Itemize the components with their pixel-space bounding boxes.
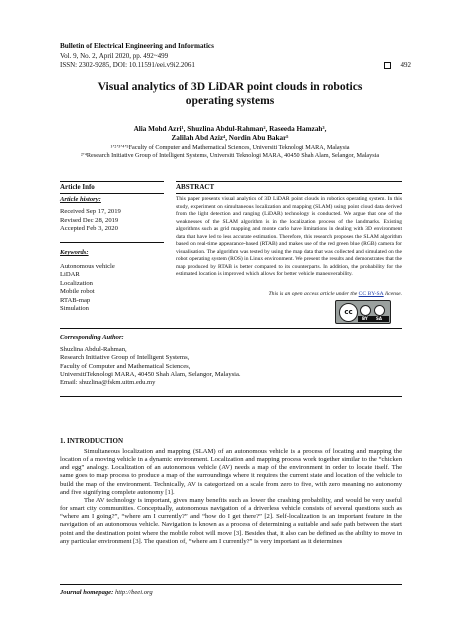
journal-name: Bulletin of Electrical Engineering and Informatics	[60, 42, 214, 50]
journal-homepage: Journal homepage: http://beei.org	[60, 589, 153, 596]
volume-info: Vol. 9, No. 2, April 2020, pp. 492~499	[60, 52, 169, 60]
homepage-url[interactable]: http://beei.org	[114, 589, 153, 596]
divider	[60, 242, 164, 243]
affiliation-line-2: ²ʼ⁴Research Initiative Group of Intelligent Systems, Universiti Teknologi MARA, 40450 Shah Alam, Selangor, Malaysia	[80, 152, 380, 159]
corresponding-faculty: Faculty of Computer and Mathematical Sciences,	[60, 362, 191, 370]
keyword: Localization	[60, 279, 93, 287]
keywords-list	[60, 263, 160, 313]
keyword: LiDAR	[60, 271, 80, 279]
divider	[60, 193, 164, 194]
intro-paragraph-1: Simultaneous localization and mapping (SLAM) of an autonomous vehicle is a process of locating and mapping the location of a moving vehicle in a dynamic environment. Localization and mapping process work together similar to the “chicken and egg” analogy. Localization of an autonomous vehicle (AV) needs a map of the environment in order to locate itself. The same goes to map process to produce a map of the surroundings where it requires the current state and location of the vehicle to build the map of the environment. Technically, AV is categorized on a scale from zero to five, with zero meaning no autonomy and five signifying complete autonomy [1].	[60, 448, 402, 496]
affiliation-line-1: ¹ʼ²ʼ³ʼ⁴ʼ⁵Faculty of Computer and Mathematical Sciences, Universiti Teknologi MARA, Malaysia	[110, 144, 350, 151]
history-heading: Article history:	[60, 196, 101, 203]
cc-by-sa-badge-icon[interactable]	[335, 300, 391, 324]
abstract-heading: ABSTRACT	[176, 183, 215, 191]
license-link[interactable]: CC BY-SA	[358, 291, 384, 297]
open-access-note	[176, 291, 402, 297]
divider	[60, 396, 402, 397]
abstract-text: This paper presents visual analytics of 3D LiDAR point clouds in robotics operating system. In this study, experiment on simultaneous localization and mapping (SLAM) using point cloud data derived from the light detection and ranging (LiDAR) technology is conducted. We argue that one of the weaknesses of the SLAM algorithm is in the localization process of the landmarks. Existing algorithms such as grid mapping and monte carlo have limitations in dealing with 3D environment data that have led to less accurate estimation. Therefore, this research proposes the SLAM algorithm based on real-time appearance-based (RTAB) and makes use of the red green blue (RGB) camera for visualisation. The algorithm was tested by using the map data that was collected and simulated on the robot operating system (ROS) in Linux environment. We present the results and demonstrates that the map produced by RTAB is better compared to its counterparts. In addition, the probability for the estimated location is improved which allows for better vehicle maneuverability.	[176, 196, 402, 277]
homepage-label: Journal homepage	[60, 589, 112, 596]
authors	[60, 125, 400, 143]
open-access-prefix: This is an open access article under the	[268, 291, 359, 297]
corresponding-group: Research Initiative Group of Intelligent Systems,	[60, 354, 190, 362]
keyword: Autonomous vehicle	[60, 263, 115, 270]
badge-sa-label: SA	[376, 316, 382, 321]
divider	[176, 181, 402, 182]
corresponding-name: Shuzlina Abdul-Rahman,	[60, 346, 127, 353]
corresponding-heading: Corresponding Author:	[60, 334, 124, 341]
history-revised: Revised Dec 28, 2019	[60, 216, 119, 224]
badge-by-label: BY	[362, 316, 368, 321]
footer-divider	[60, 584, 402, 585]
keyword: Simulation	[60, 305, 89, 313]
corresponding-address: UniversitiTeknologi MARA, 40450 Shah Alam, Selangor, Malaysia.	[60, 370, 241, 378]
affiliations	[45, 144, 415, 160]
intro-paragraph-2: The AV technology is important, gives many benefits such as lower the crashing probability, and would be very useful for smart city communities. Conceptually, autonomous navigation of a driverless vehicle consists of several questions such as “where am I going?”, “where am I currently?” and “how do I get there?” [2]. Self-localization is an important feature in the navigation of an autonomous vehicle. Navigation is known as a process of determining a suitable and safe path between the start point and the destination point where the mobile robot will move [3]. Besides that, it also can be defined as the ability to move in any particular environment [3]. The question of, “where am I currently?” is very important as it determines	[60, 496, 402, 545]
keywords-heading: Keywords:	[60, 249, 89, 256]
introduction-body	[60, 448, 402, 546]
divider	[176, 193, 402, 194]
cc-icon: cc	[339, 303, 358, 322]
page-number: 492	[400, 61, 411, 69]
open-access-suffix: license.	[383, 291, 402, 297]
divider	[60, 328, 402, 329]
history-received: Received Sep 17, 2019	[60, 208, 121, 215]
share-alike-icon	[374, 305, 385, 316]
paper-title	[60, 80, 400, 108]
corresponding-details	[60, 346, 360, 387]
article-history	[60, 208, 160, 234]
corresponding-email[interactable]: Email: shuzlina@fskm.uitm.edu.my	[60, 379, 156, 387]
issn-doi: ISSN: 2302-9285, DOI: 10.11591/eei.v9i2.2061	[60, 61, 195, 69]
article-info-heading: Article Info	[60, 183, 95, 191]
authors-line-2: Zalilah Abd Aziz⁴, Nordin Abu Bakar⁵	[171, 134, 289, 142]
introduction-heading: 1. INTRODUCTION	[60, 437, 124, 445]
divider	[60, 181, 164, 182]
title-line-1: Visual analytics of 3D LiDAR point clouds in robotics	[97, 80, 363, 93]
title-line-2: operating systems	[185, 94, 275, 107]
authors-line-1: Alia Mohd Azri¹, Shuzlina Abdul-Rahman², Raseeda Hamzah³,	[133, 125, 327, 133]
person-icon	[360, 305, 371, 316]
history-accepted: Accepted Feb 3, 2020	[60, 225, 118, 232]
keyword: Mobile robot	[60, 288, 95, 296]
square-icon	[384, 62, 391, 69]
keyword: RTAB-map	[60, 296, 91, 304]
